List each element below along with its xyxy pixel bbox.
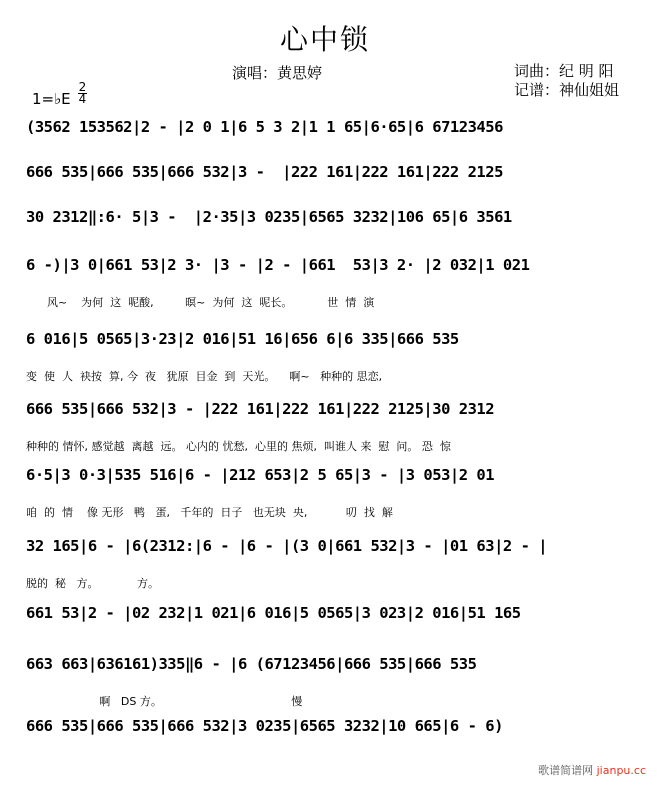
score-line: 32 165|6 - |6(2312:|6 - |6 - |(3 0|661 532|3 - |01 63|2 - | bbox=[26, 537, 548, 555]
composer-credit: 词曲：纪 明 阳 bbox=[514, 62, 614, 80]
score-line: 663 663|636161)335‖6 - |6 (67123456|666 535|666 535 bbox=[26, 655, 477, 673]
score-line: 666 535|666 532|3 - |222 161|222 161|222 2125|30 2312 bbox=[26, 400, 495, 418]
score-line: 6 -)|3 0|661 53|2 3· |3 - |2 - |661 53|3 2· |2 032|1 021 bbox=[26, 256, 530, 274]
time-signature-bottom: 4 bbox=[78, 92, 87, 106]
lyric-line: 咱 的 情 像 无形 鸭 蛋, 千年的 日子 也无块 央, 叨 找 解 bbox=[26, 506, 393, 519]
singer-credit: 演唱：黄思婷 bbox=[232, 64, 323, 82]
lyric-line: 风~ 为何 这 呢酸, 暝~ 为何 这 呢长。 世 情 演 bbox=[26, 296, 375, 309]
lyric-line: 变 使 人 袂按 算, 今 夜 犹原 目金 到 天光。 啊~ 种种的 思恋, bbox=[26, 370, 383, 383]
watermark-site-url: jianpu.cc bbox=[596, 764, 646, 777]
score-line: 6 016|5 0565|3·23|2 016|51 16|656 6|6 335|666 535 bbox=[26, 330, 459, 348]
key-signature: 1=♭E bbox=[32, 90, 71, 108]
song-title: 心中锁 bbox=[279, 23, 370, 56]
transcriber-credit: 记谱：神仙姐姐 bbox=[514, 81, 620, 99]
watermark-site-name: 歌谱简谱网 bbox=[538, 764, 594, 777]
score-line: 666 535|666 535|666 532|3 0235|6565 3232|10 665|6 - 6) bbox=[26, 717, 503, 735]
lyric-line: 脱的 秘 方。 方。 bbox=[26, 577, 159, 590]
lyric-line: 啊 DS 方。 慢 bbox=[26, 695, 303, 708]
watermark bbox=[538, 762, 646, 778]
score-line: (3562 153562|2 - |2 0 1|6 5 3 2|1 1 65|6·65|6 67123456 bbox=[26, 118, 503, 136]
time-signature-top: 2 bbox=[78, 80, 87, 94]
score-line: 6·5|3 0·3|535 516|6 - |212 653|2 5 65|3 - |3 053|2 01 bbox=[26, 466, 495, 484]
score-line: 661 53|2 - |02 232|1 021|6 016|5 0565|3 023|2 016|51 165 bbox=[26, 604, 521, 622]
score-line: 30 2312‖:6· 5|3 - |2·35|3 0235|6565 3232|106 65|6 3561 bbox=[26, 208, 512, 226]
time-signature bbox=[78, 82, 87, 105]
lyric-line: 种种的 情怀, 感觉越 离越 远。 心内的 忧愁, 心里的 焦烦, 叫谁人 来 慰 问。 恐 惊 bbox=[26, 440, 451, 453]
score-line: 666 535|666 535|666 532|3 - |222 161|222 161|222 2125 bbox=[26, 163, 503, 181]
